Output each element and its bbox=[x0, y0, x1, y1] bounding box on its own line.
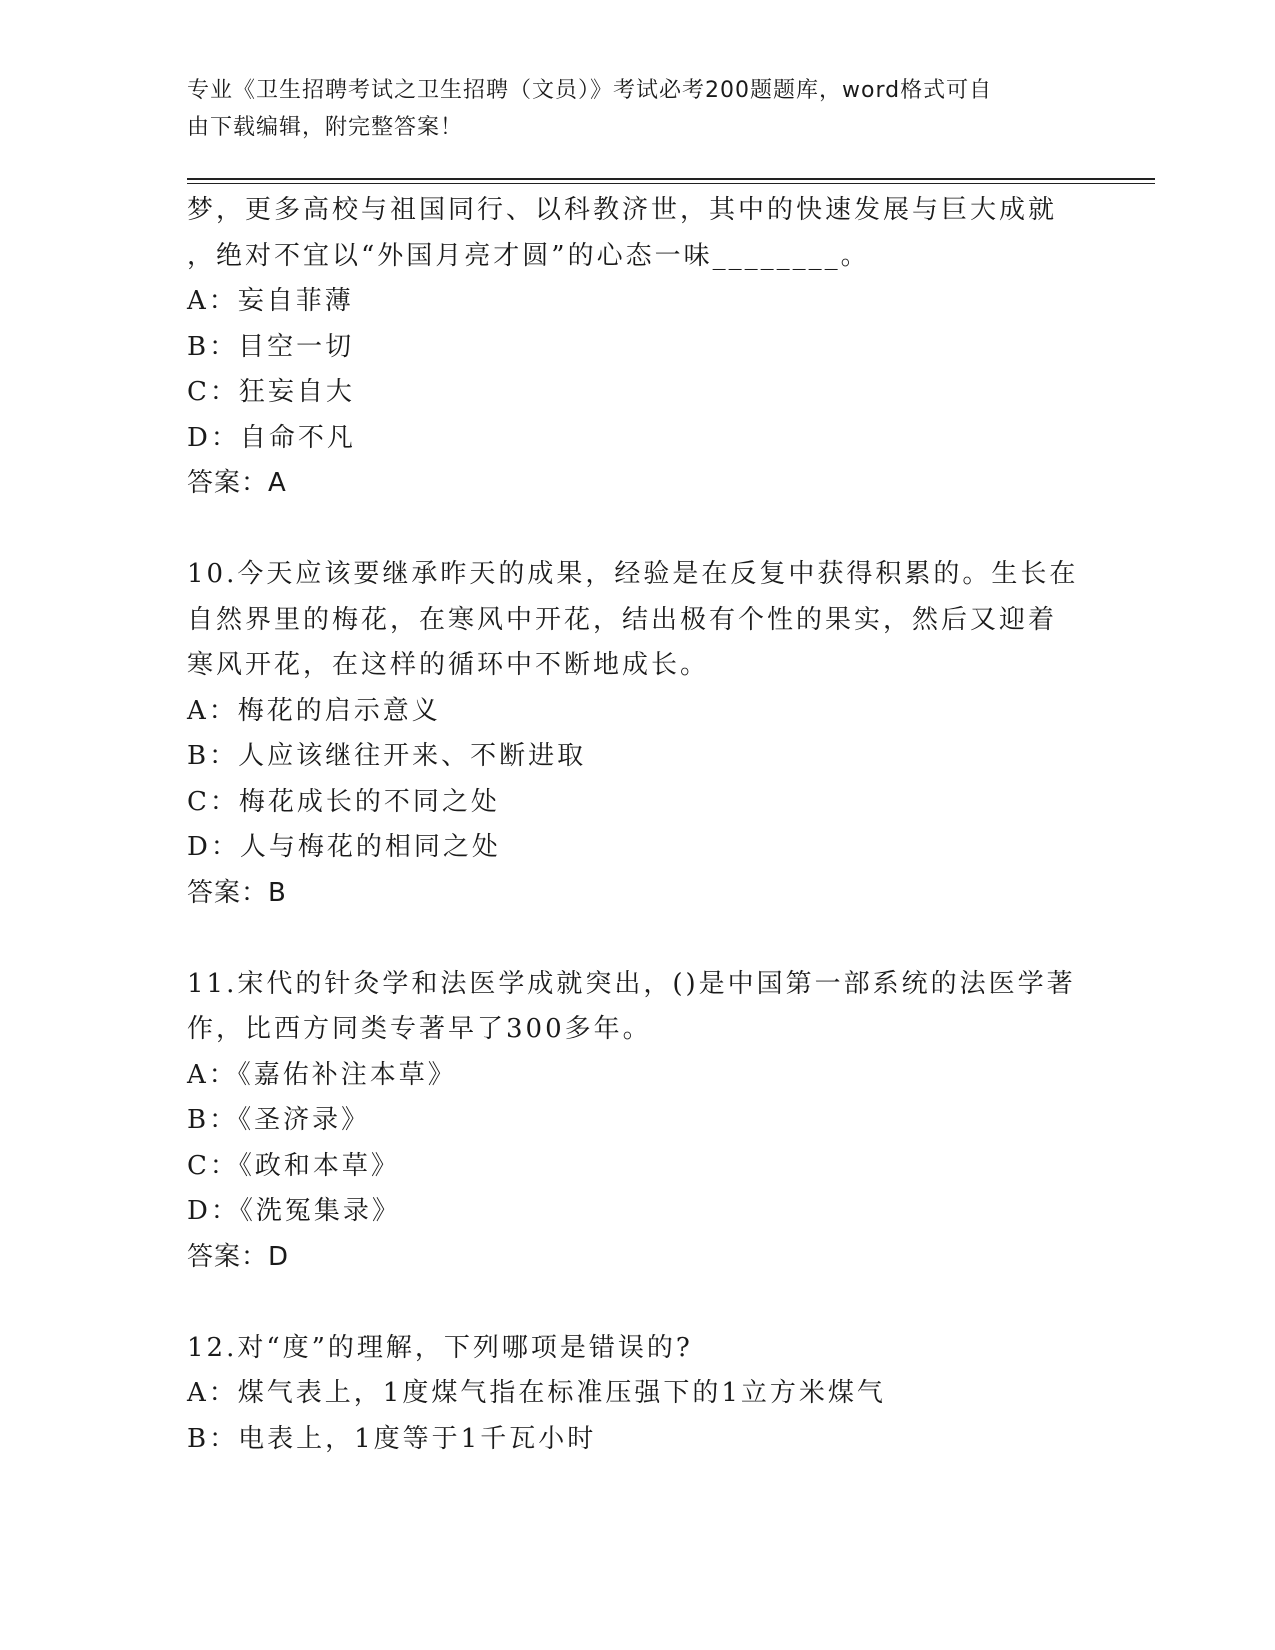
question-10-option-c: C：梅花成长的不同之处 bbox=[187, 786, 500, 817]
question-9-stem-line-2: ，绝对不宜以“外国月亮才圆”的心态一味________。 bbox=[187, 240, 870, 271]
spacer bbox=[187, 916, 1087, 962]
header-title-line-1: 专业《卫生招聘考试之卫生招聘（文员）》考试必考200题题库，word格式可自 bbox=[187, 78, 993, 103]
question-10-option-a: A：梅花的启示意义 bbox=[187, 695, 441, 726]
question-10-stem-line-3: 寒风开花，在这样的循环中不断地成长。 bbox=[187, 650, 710, 680]
question-9-option-b: B：目空一切 bbox=[187, 331, 355, 362]
header-divider-thin bbox=[187, 183, 1155, 184]
document-header bbox=[187, 72, 1087, 146]
question-10-stem-line-1: 10.今天应该要继承昨天的成果，经验是在反复中获得积累的。生长在 bbox=[187, 559, 1079, 589]
question-10-option-b: B：人应该继往开来、不断进取 bbox=[187, 741, 587, 771]
question-9-option-a: A：妄自菲薄 bbox=[187, 286, 354, 316]
header-title-line-2: 由下载编辑，附完整答案！ bbox=[187, 115, 464, 140]
question-11-answer: 答案：D bbox=[187, 1241, 290, 1272]
document-body bbox=[187, 188, 1087, 1462]
question-9-stem-line-1: 梦，更多高校与祖国同行、以科教济世，其中的快速发展与巨大成就 bbox=[187, 195, 1058, 225]
question-11-option-c: C：《政和本草》 bbox=[187, 1150, 400, 1181]
question-11 bbox=[187, 962, 1087, 1281]
question-9-option-d: D：自命不凡 bbox=[187, 422, 356, 453]
question-11-option-b: B：《圣济录》 bbox=[187, 1105, 371, 1135]
question-10-option-d: D：人与梅花的相同之处 bbox=[187, 832, 501, 862]
question-9 bbox=[187, 188, 1087, 507]
question-12-option-b: B：电表上，1度等于1千瓦小时 bbox=[187, 1423, 597, 1454]
question-12 bbox=[187, 1326, 1087, 1463]
question-12-option-a: A：煤气表上，1度煤气指在标准压强下的1立方米煤气 bbox=[187, 1378, 886, 1408]
question-9-answer: 答案：A bbox=[187, 468, 287, 498]
question-11-option-a: A：《嘉佑补注本草》 bbox=[187, 1059, 457, 1090]
question-12-stem-line-1: 12.对“度”的理解，下列哪项是错误的? bbox=[187, 1332, 693, 1363]
question-9-option-c: C：狂妄自大 bbox=[187, 377, 355, 407]
question-10-stem-line-2: 自然界里的梅花，在寒风中开花，结出极有个性的果实，然后又迎着 bbox=[187, 604, 1058, 635]
spacer bbox=[187, 507, 1087, 553]
question-11-stem-line-2: 作，比西方同类专著早了300多年。 bbox=[187, 1014, 652, 1044]
header-divider-thick bbox=[187, 178, 1155, 180]
spacer bbox=[187, 1280, 1087, 1326]
question-10 bbox=[187, 552, 1087, 916]
question-10-answer: 答案：B bbox=[187, 877, 287, 908]
question-11-option-d: D：《洗冤集录》 bbox=[187, 1196, 401, 1226]
question-11-stem-line-1: 11.宋代的针灸学和法医学成就突出，()是中国第一部系统的法医学著 bbox=[187, 968, 1076, 999]
